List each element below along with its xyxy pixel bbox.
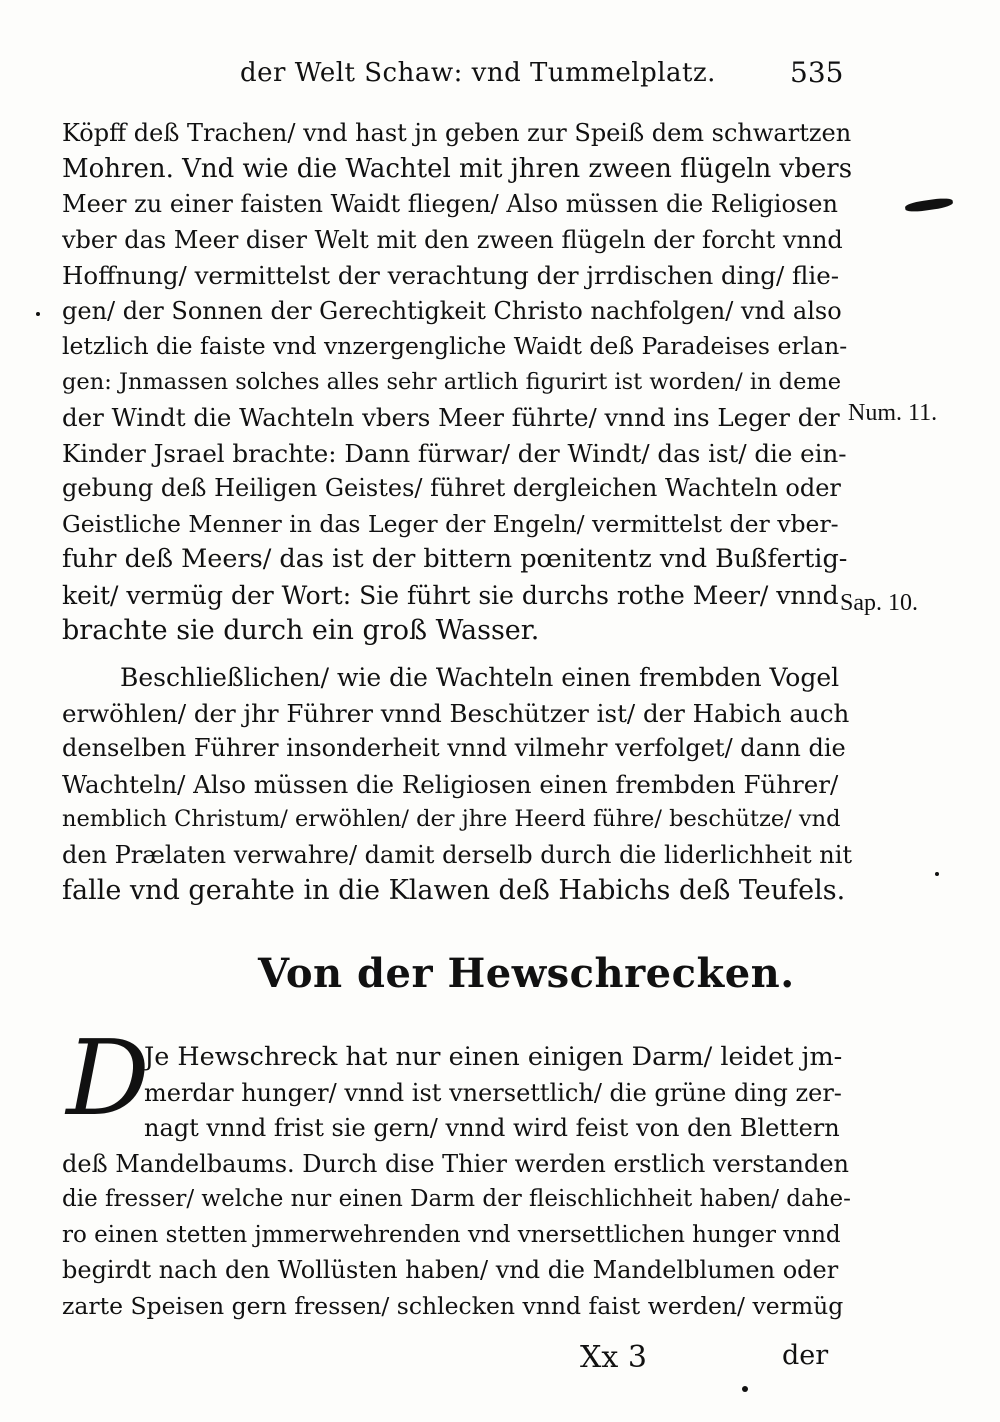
catchword: der [782,1340,829,1371]
text-line: falle vnd gerahte in die Klawen deß Habichs deß Teufels. [62,875,846,906]
paragraph-3 [62,1040,852,1324]
ink-smudge [905,197,954,214]
text-line: den Prælaten verwahre/ damit derselb durch die liderlichheit nit [62,840,852,869]
text-line: nagt vnnd frist sie gern/ vnnd wird feist von den Blettern [144,1114,840,1142]
text-line: keit/ vermüg der Wort: Sie führt sie durchs rothe Meer/ vnnd [62,580,839,610]
text-line: Mohren. Vnd wie die Wachtel mit jhren zween flügeln vbers [62,153,852,184]
text-line: erwöhlen/ der jhr Führer vnnd Beschützer ist/ der Habich auch [62,698,850,728]
text-line: nemblich Christum/ erwöhlen/ der jhre Heerd führe/ beschütze/ vnd [62,806,841,832]
text-line: ro einen stetten jmmerwehrenden vnd vnersettlichen hunger vnnd [62,1221,841,1248]
ink-speck [36,312,40,316]
paragraph-1 [62,116,852,649]
text-line: Köpff deß Trachen/ vnd hast jn geben zur Speiß dem schwartzen [62,119,852,147]
text-line: Wachteln/ Also müssen die Religiosen einen frembden Führer/ [62,769,839,799]
ink-speck [935,872,939,876]
signature-mark: Xx 3 [580,1340,647,1375]
section-heading: Von der Hewschrecken. [258,950,795,997]
margin-note-numbers: Num. 11. [848,400,938,426]
text-line: Geistliche Menner in das Leger der Engeln/ vermittelst der vber- [62,509,839,538]
text-line: vber das Meer diser Welt mit den zween flügeln der forcht vnnd [62,225,843,254]
text-line: der Windt die Wachteln vbers Meer führte/ vnnd ins Leger der [62,403,840,432]
text-line: letzlich die faiste vnd vnzergengliche Waidt deß Paradeises erlan- [62,332,848,360]
text-line: deß Mandelbaums. Durch dise Thier werden erstlich verstanden [62,1149,849,1178]
text-line: gebung deß Heiligen Geistes/ führet dergleichen Wachteln oder [62,474,841,502]
text-line: denselben Führer insonderheit vnnd vilmehr verfolget/ dann die [62,734,846,762]
text-line: begirdt nach den Wollüsten haben/ vnd die Mandelblumen oder [62,1256,839,1284]
text-line: zarte Speisen gern fressen/ schlecken vnnd faist werden/ vermüg [62,1291,844,1320]
text-line: fuhr deß Meers/ das ist der bittern pœnitentz vnd Bußfertig- [62,544,848,574]
text-line: gen/ der Sonnen der Gerechtigkeit Christo nachfolgen/ vnd also [62,296,842,325]
text-line: die fresser/ welche nur einen Darm der fleischlichheit haben/ dahe- [62,1186,851,1212]
text-line: Beschließlichen/ wie die Wachteln einen frembden Vogel [120,663,840,692]
decorated-initial: D [66,1017,150,1139]
text-line: Meer zu einer faisten Waidt fliegen/ Also müssen die Religiosen [62,190,838,218]
page-number: 535 [790,56,844,89]
running-title: der Welt Schaw: vnd Tummelplatz. [240,58,716,88]
text-line: Hoffnung/ vermittelst der verachtung der jrrdischen ding/ flie- [62,261,839,290]
margin-note-sapientia: Sap. 10. [840,590,918,616]
text-line: merdar hunger/ vnnd ist vnersettlich/ die grüne ding zer- [144,1078,842,1107]
text-line: gen: Jnmassen solches alles sehr artlich figurirt ist worden/ in deme [62,368,842,395]
ink-speck [742,1386,748,1392]
text-line: Je Hewschreck hat nur einen einigen Darm/ leidet jm- [144,1042,843,1072]
text-line: Kinder Jsrael brachte: Dann fürwar/ der Windt/ das ist/ die ein- [62,438,847,468]
text-line: brachte sie durch ein groß Wasser. [62,615,540,646]
paragraph-2 [62,660,852,909]
